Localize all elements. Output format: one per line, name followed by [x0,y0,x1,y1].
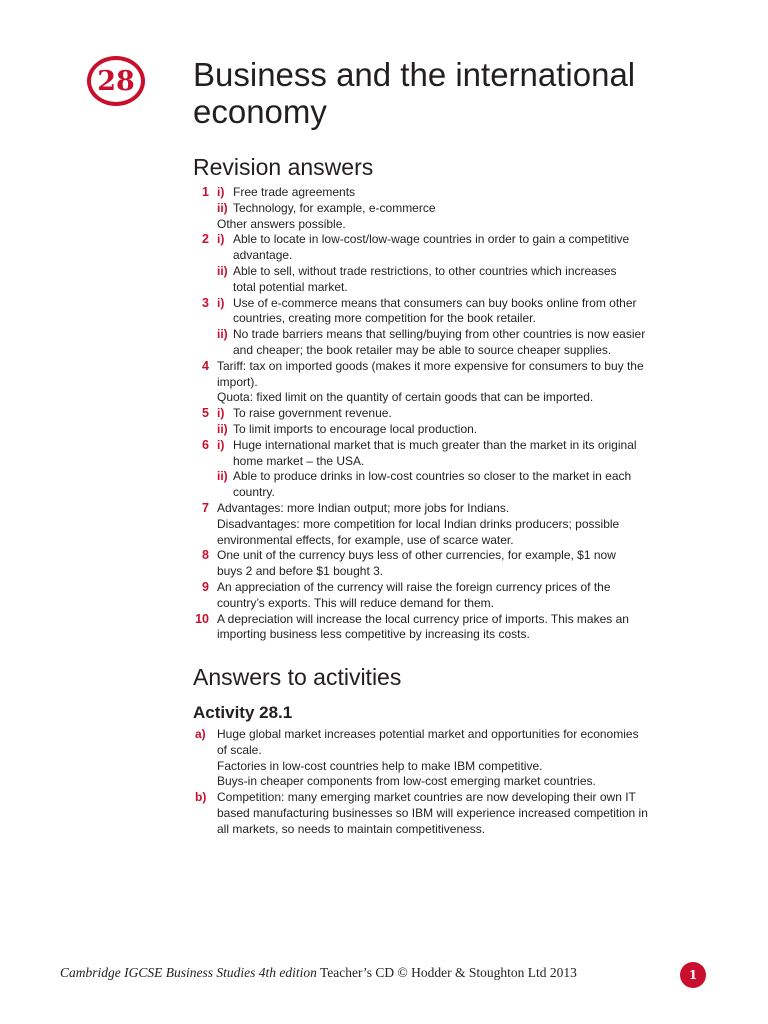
text-line: Technology, for example, e-commerce [233,200,436,215]
text-line: home market – the USA. [233,453,365,468]
text-line: Huge global market increases potential market and opportunities for economies [217,727,639,741]
question-number: 2 [202,232,209,247]
text-line: Huge international market that is much greater than the market in its original [233,437,637,452]
part-text [217,422,709,438]
answer-part [217,422,709,438]
question-item [0,612,768,644]
text-line: Tariff: tax on imported goods (makes it more expensive for consumers to buy the [217,358,644,373]
part-label: i) [217,232,225,247]
question-answer [217,359,709,406]
text-line: One unit of the currency buys less of other currencies, for example, $1 now [217,548,616,563]
text-line: based manufacturing businesses so IBM will experience increased competition in [217,805,648,820]
text-line: importing business less competitive by increasing its costs. [217,627,530,642]
text-line: buys 2 and before $1 bought 3. [217,564,384,579]
part-text [217,469,709,501]
question-number: 7 [202,500,209,515]
part-label: ii) [217,200,228,215]
text-line: Able to locate in low-cost/low-wage countries in order to gain a competitive [233,232,630,247]
question-answer [217,580,709,612]
part-label: i) [217,295,225,310]
text-line: Competition: many emerging market countries are now developing their own IT [217,790,636,805]
answer-label: a) [195,727,206,741]
question-answer [217,185,709,232]
question-item [0,580,768,612]
question-item [0,548,768,580]
question-number: 4 [202,358,209,373]
chapter-number: 28 [97,65,135,97]
part-label: ii) [217,421,228,436]
question-item [0,185,768,232]
chapter-number-badge [87,56,145,106]
page-title: Business and the international economy [193,56,636,130]
footer-credit [60,965,577,981]
activity-answers-list [0,727,768,838]
text-line: To limit imports to encourage local production. [233,421,478,436]
part-text [217,406,709,422]
answer-part [217,327,709,359]
question-number: 9 [202,579,209,594]
question-number: 10 [195,611,209,626]
answer-part [217,232,709,264]
text-line: Disadvantages: more competition for local Indian drinks producers; possible [217,516,620,531]
page-number: 1 [688,968,698,982]
part-label: i) [217,185,225,199]
question-number: 6 [202,437,209,452]
part-text [217,264,709,296]
question-item [0,438,768,501]
question-answer [217,548,709,580]
footer-book-title: Cambridge IGCSE Business Studies 4th edition [60,965,317,980]
text-line: Factories in low-cost countries help to make IBM competitive. [217,758,543,773]
answer-part [217,469,709,501]
question-answer [217,612,709,644]
footer-copyright: Teacher’s CD © Hodder & Stoughton Ltd 2013 [316,965,577,980]
text-line: country. [233,485,275,500]
question-item [0,501,768,548]
part-label: ii) [217,469,228,484]
question-answer [217,296,709,359]
question-item [0,296,768,359]
text-line: Quota: fixed limit on the quantity of certain goods that can be imported. [217,390,594,405]
text-line: country’s exports. This will reduce demand for them. [217,595,495,610]
question-answer [217,438,709,501]
text-line: advantage. [233,248,293,263]
question-number: 5 [202,406,209,421]
answer-part [217,406,709,422]
text-line: No trade barriers means that selling/buying from other countries is now easier [233,327,646,342]
activity-answer-item [0,727,768,790]
question-answer [217,501,709,548]
text-line: of scale. [217,742,262,757]
text-line: Advantages: more Indian output; more jobs for Indians. [217,500,510,515]
part-label: ii) [217,327,228,342]
text-line: all markets, so needs to maintain competitiveness. [217,821,486,836]
answer-part [217,201,709,217]
activity-title: Activity 28.1 [193,703,293,722]
answer-part [217,264,709,296]
text-line: and cheaper; the book retailer may be able to source cheaper supplies. [233,342,612,357]
question-number: 8 [202,548,209,563]
text-line: total potential market. [233,279,348,294]
page-number-badge [680,962,706,988]
answer-part [217,185,709,201]
question-item [0,406,768,438]
activity-answer-item [0,790,768,837]
text-line: Free trade agreements [233,185,356,199]
question-answer [217,232,709,295]
text-line: An appreciation of the currency will raise the foreign currency prices of the [217,579,611,594]
activities-heading: Answers to activities [193,664,402,690]
question-number: 1 [202,185,209,199]
question-answer [217,406,709,438]
part-text [217,438,709,470]
text-line: Other answers possible. [217,216,346,231]
part-text [217,296,709,328]
part-label: i) [217,437,225,452]
part-text [217,327,709,359]
answer-part [217,296,709,328]
answer-text [217,790,709,837]
answer-text [217,727,709,790]
text-line: Able to produce drinks in low-cost countries so closer to the market in each [233,469,632,484]
text-line: Able to sell, without trade restrictions, to other countries which increases [233,263,617,278]
answer-part [217,438,709,470]
part-label: i) [217,406,225,421]
text-line: environmental effects, for example, use of scarce water. [217,532,514,547]
part-label: ii) [217,263,228,278]
revision-heading: Revision answers [193,154,374,180]
answer-label: b) [195,790,207,805]
text-line: import). [217,374,258,389]
question-item [0,359,768,406]
text-line: countries, creating more competition for the book retailer. [233,311,536,326]
question-item [0,232,768,295]
part-text [217,232,709,264]
text-line: A depreciation will increase the local currency price of imports. This makes an [217,611,629,626]
text-line: To raise government revenue. [233,406,392,421]
part-text [217,201,709,217]
part-text [217,185,709,201]
text-line: Use of e-commerce means that consumers can buy books online from other [233,295,637,310]
text-line: Buys-in cheaper components from low-cost emerging market countries. [217,774,596,789]
revision-answers-list [0,185,768,643]
question-number: 3 [202,295,209,310]
